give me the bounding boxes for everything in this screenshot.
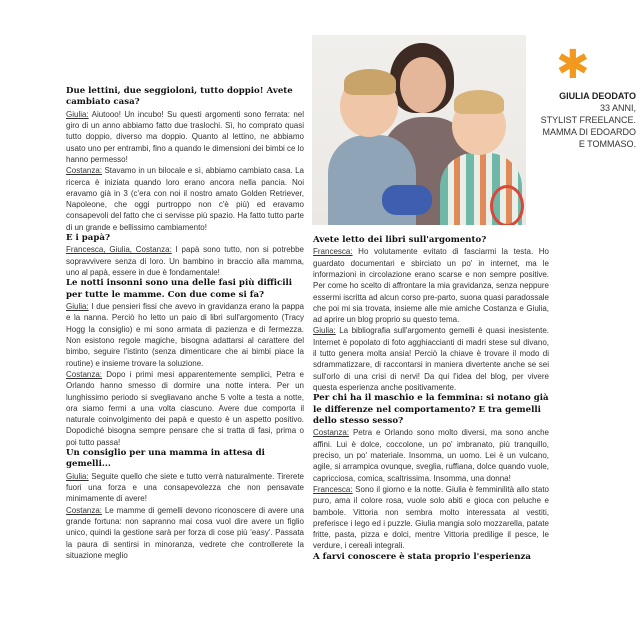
- interview-answer: [66, 165, 304, 233]
- speaker-name: Giulia:: [66, 471, 89, 481]
- speaker-name: Francesca, Giulia, Costanza:: [66, 245, 172, 255]
- answer-text: Seguite quello che siete e tutto verrà naturalmente. Tirerete fuori una forza e una consapevolezza che non pensavate minimamente di avere!: [66, 471, 304, 504]
- speaker-name: Giulia:: [313, 326, 336, 336]
- toddler-right-hair: [454, 90, 504, 114]
- interview-answer: [66, 471, 304, 505]
- interview-answer: [66, 505, 304, 561]
- speaker-name: Francesca:: [313, 484, 353, 494]
- interview-answer: [66, 244, 304, 278]
- answer-text: La bibliografia sull'argomento gemelli è quasi inesistente. Internet è popolato di foto agghiaccianti di madri stese sul divano, il tutto genera molta ansia! Perciò la chiave è trovare il modo di sdrammatizzare, di raccontarsi in maniera divertente anche se sei sull'orlo di una crisi di nervi! Da qui l'idea del blog, per vivere questa esperienza anche positivamente.: [313, 326, 549, 392]
- interview-answer: [66, 369, 304, 448]
- answer-text: I papà sono tutto, non si potrebbe sopravvivere senza di loro. Un bambino in braccio alla mamma, uno al papà, essere in due è fondamentale!: [66, 245, 304, 278]
- answer-text: Petra e Orlando sono molto diversi, ma sono anche affini. Lui è dolce, coccolone, un po' imbranato, più tranquillo, preciso, un po' materiale. Insomma, un uomo. Lei è un vulcano, agile, si arrampica ovunque, sveglia, ruffiana, dolce quando vuole, capricciosa, comica, scaltrissima. Insomma, una donna!: [313, 428, 549, 483]
- toy-blue: [382, 185, 432, 215]
- answer-text: Sono il giorno e la notte. Giulia è femminilità allo stato puro, ama il colore rosa, vuole solo abiti e gioca con peluche e bambole. Vittoria non sembra molto interessata al vestiti, preferisce i lego ed i puzzle. Giulia mangia solo mozzarella, patate fritte, pasta, pizza e dolci, mentre Vittoria predilige il pesce, le verdure, i cereali integrali.: [313, 484, 549, 551]
- caption-name: GIULIA DEODATO: [559, 91, 636, 101]
- right-text-column: [313, 235, 549, 563]
- interview-question: Due lettini, due seggioloni, tutto doppio! Avete cambiato casa?: [66, 86, 293, 108]
- interview-question: Le notti insonni sono una delle fasi più difficili per tutte le mamme. Con due come si fa?: [66, 278, 293, 300]
- interview-question: Un consiglio per una mamma in attesa di gemelli...: [66, 448, 265, 470]
- orange-asterisk-icon: ✱: [556, 42, 590, 88]
- interview-question: Per chi ha il maschio e la femmina: si notano già le differenze nel comportamento? E tra gemelli dello stesso sesso?: [313, 393, 549, 427]
- interview-answer: [66, 109, 304, 165]
- speaker-name: Giulia:: [66, 302, 89, 312]
- answer-text: Ho volutamente evitato di fasciarmi la testa. Ho guardato documentari e sbirciato un po' in internet, ma le informazioni in circolazione erano scarse e non sempre positive. Per come ho scelto di affrontare la mia gravidanza, senza neppure essermi iscritta ad alcun corso pre-parto, suona quasi paradossale che poi mi sia trovata, insieme alle mie amiche Costanza e Giulia, ad aprire un blog proprio su questo tema.: [313, 247, 549, 325]
- speaker-name: Francesca:: [313, 247, 353, 257]
- speaker-name: Giulia:: [66, 109, 89, 119]
- answer-text: Dopo i primi mesi apparentemente semplici, Petra e Orlando hanno smesso di dormire una notte intera. Per un lunghissimo periodo si svegliavano anche 5 volte a testa a notte, ora siamo fermi a una volta ciascuno. Avere due comporta il naturale coinvolgimento dei papà e questo è un aspetto positivo. Dopodiché bisogna sempre pensare che si tratta di fasi, prima o poi tutto passa!: [66, 369, 304, 447]
- caption-role: STYLIST FREELANCE.: [540, 115, 636, 125]
- speaker-name: Costanza:: [66, 166, 103, 176]
- mother-face: [400, 57, 446, 113]
- toy-bead-maze: [490, 185, 524, 225]
- caption-line3: MAMMA DI EDOARDO: [542, 127, 636, 137]
- left-text-column: [66, 86, 304, 561]
- answer-text: Stavamo in un bilocale e sì, abbiamo cambiato casa. La ricerca è iniziata quando loro erano ancora nella pancia. Noi eravamo già in 3 (c'era con noi il nostro amato Golden Retriever, Napoleone, che oggi purtroppo non c'è più) ed eravamo consapevoli del fatto che ci servisse più spazio. Ha fatto tutto parte di un grande e bellissimo cambiamento!: [66, 166, 304, 232]
- interview-question: E i papà?: [66, 233, 110, 244]
- caption-age: 33 ANNI,: [599, 103, 636, 113]
- interview-answer: [313, 484, 549, 552]
- photo-caption: [526, 90, 636, 150]
- family-photo: [312, 35, 526, 225]
- answer-text: Aiutooo! Un incubo! Su questi argomenti sono ferrata: nel giro di un anno abbiamo fatto due traslochi. Sì, ho comprato quasi tutto doppio, diverso ma doppio. Quanto al lettino, ne abbiamo usato uno per entrambi, fino a quando le dimensioni dei bimbi ce lo hanno permesso!: [66, 109, 304, 164]
- interview-answer: [313, 427, 549, 483]
- interview-answer: [66, 301, 304, 369]
- speaker-name: Costanza:: [313, 428, 350, 438]
- toddler-left-hair: [344, 69, 396, 95]
- interview-question: Avete letto dei libri sull'argomento?: [313, 235, 487, 245]
- interview-answer: [313, 325, 549, 393]
- speaker-name: Costanza:: [66, 369, 103, 379]
- speaker-name: Costanza:: [66, 505, 103, 515]
- interview-question: A farvi conoscere è stata proprio l'esperienza: [313, 551, 531, 562]
- answer-text: I due pensieri fissi che avevo in gravidanza erano la pappa e la nanna. Perciò ho letto un paio di libri sull'argomento (Tracy Hogg la consiglio) e mi sono armata di pazienza e di fermezza. Non esistono regole magiche, bisogna adattarsi al carattere del bimbo, seguire l'istinto (senza dimenticare che ai bimbi piace la routine) e insieme trovare la soluzione.: [66, 302, 304, 368]
- answer-text: Le mamme di gemelli devono riconoscere di avere una grande fortuna: non sapranno mai cosa vuol dire avere un figlio unico, quindi la gestione sarà per forza di cose più 'easy'. Passata la paura di sentirsi in minoranza, vedrete che controllerete la situazione meglio: [66, 505, 304, 560]
- interview-answer: [313, 246, 549, 325]
- caption-line4: E TOMMASO.: [578, 139, 636, 149]
